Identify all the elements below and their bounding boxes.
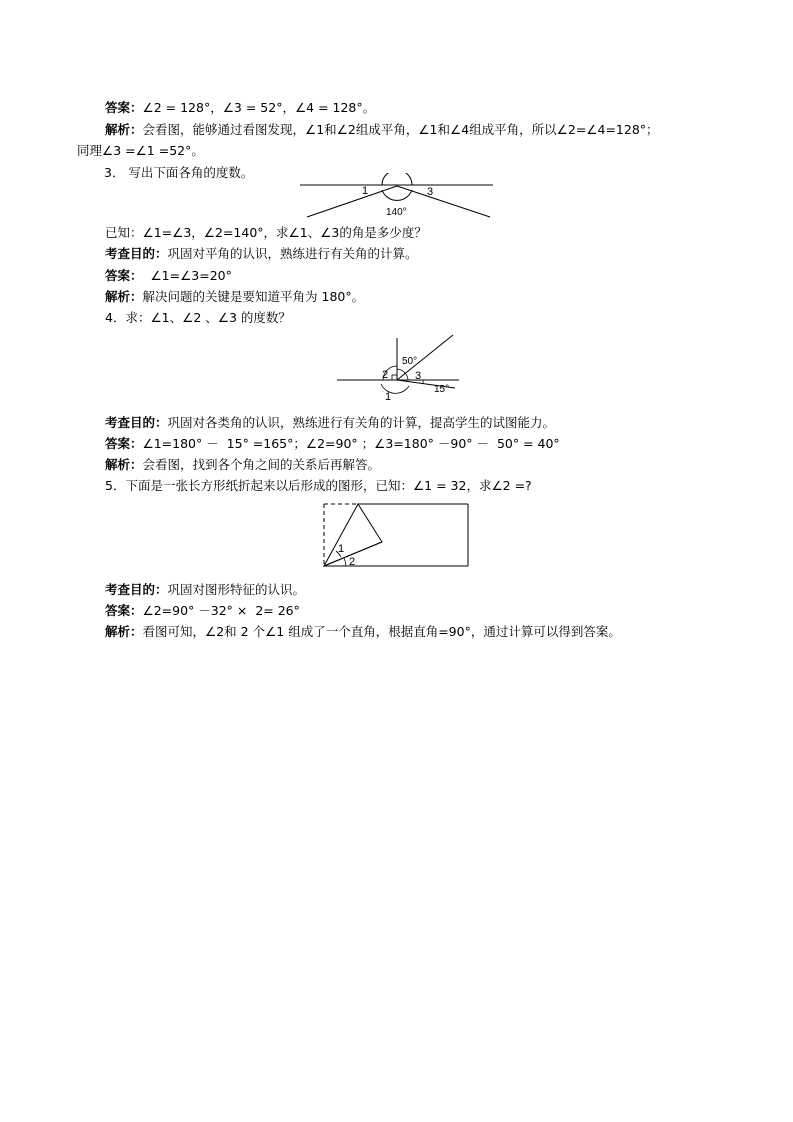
analysis-label: 解析： — [105, 624, 143, 639]
label-angle-1: 1 — [362, 185, 369, 197]
label-angle-1: 1 — [385, 391, 392, 402]
answer-label: 答案： — [105, 100, 143, 115]
q3-analysis — [105, 288, 364, 305]
label-angle-3: 3 — [415, 370, 422, 382]
q5-folded-paper-figure — [322, 502, 472, 570]
q4-angles-figure — [337, 332, 462, 402]
q2-answer — [105, 99, 375, 116]
label-angle-1: 1 — [338, 543, 345, 555]
analysis-text: 会看图，能够通过看图发现，∠1和∠2组成平角，∠1和∠4组成平角，所以∠2=∠4=128°； — [142, 122, 659, 137]
analysis-text: 解决问题的关键是要知道平角为 180°。 — [142, 289, 365, 304]
q5-title: 5．下面是一张长方形纸折起来以后形成的图形，已知：∠1 = 32，求∠2 =? — [105, 478, 532, 493]
analysis-text: 看图可知，∠2和 2 个∠1 组成了一个直角，根据直角=90°，通过计算可以得到答案。 — [142, 624, 621, 639]
label-50-degrees: 50° — [402, 356, 418, 367]
purpose-text: 巩固对平角的认识，熟练进行有关角的计算。 — [167, 246, 418, 261]
purpose-label: 考查目的： — [105, 582, 168, 597]
label-15-degrees: 15° — [434, 384, 450, 395]
q5-analysis — [105, 623, 621, 640]
given-text: 已知：∠1=∠3，∠2=140°，求∠1、∠3的角是多少度？ — [105, 225, 427, 240]
q2-analysis — [105, 121, 659, 138]
answer-text: ∠1=180° － 15° =165°；∠2=90° ；∠3=180° －90° － 50° = 40° — [142, 436, 560, 451]
purpose-text: 巩固对各类角的认识，熟练进行有关角的计算，提高学生的试图能力。 — [167, 415, 556, 430]
answer-label: 答案： — [105, 603, 143, 618]
q3-purpose — [105, 245, 418, 262]
label-angle-3: 3 — [427, 186, 434, 198]
q2-analysis-cont: 同理∠3 =∠1 =52°。 — [77, 143, 204, 158]
label-angle-140: 140° — [386, 207, 407, 218]
answer-label: 答案： — [105, 436, 143, 451]
q5-answer — [105, 602, 300, 619]
analysis-label: 解析： — [105, 122, 143, 137]
q3-title: 3． 写出下面各角的度数。 — [104, 165, 254, 180]
answer-text: ∠2 = 128°，∠3 = 52°，∠4 = 128°。 — [142, 100, 376, 115]
analysis-label: 解析： — [105, 457, 143, 472]
purpose-text: 巩固对图形特征的认识。 — [167, 582, 306, 597]
answer-text: ∠2=90° －32° × 2= 26° — [142, 603, 300, 618]
q3-answer — [105, 267, 232, 284]
q3-straight-angle-figure — [300, 173, 495, 223]
label-angle-2: 2 — [382, 369, 389, 381]
answer-label: 答案： — [105, 268, 143, 283]
analysis-text: 会看图，找到各个角之间的关系后再解答。 — [142, 457, 381, 472]
analysis-label: 解析： — [105, 289, 143, 304]
purpose-label: 考查目的： — [105, 415, 168, 430]
label-angle-2: 2 — [349, 556, 356, 568]
q4-title: 4．求：∠1、∠2 、∠3 的度数？ — [105, 310, 291, 325]
q4-answer — [105, 435, 560, 452]
purpose-label: 考查目的： — [105, 246, 168, 261]
q5-purpose — [105, 581, 305, 598]
answer-text: ∠1=∠3=20° — [142, 268, 232, 283]
q4-analysis — [105, 456, 380, 473]
q3-given — [105, 224, 427, 241]
q4-purpose — [105, 414, 555, 431]
